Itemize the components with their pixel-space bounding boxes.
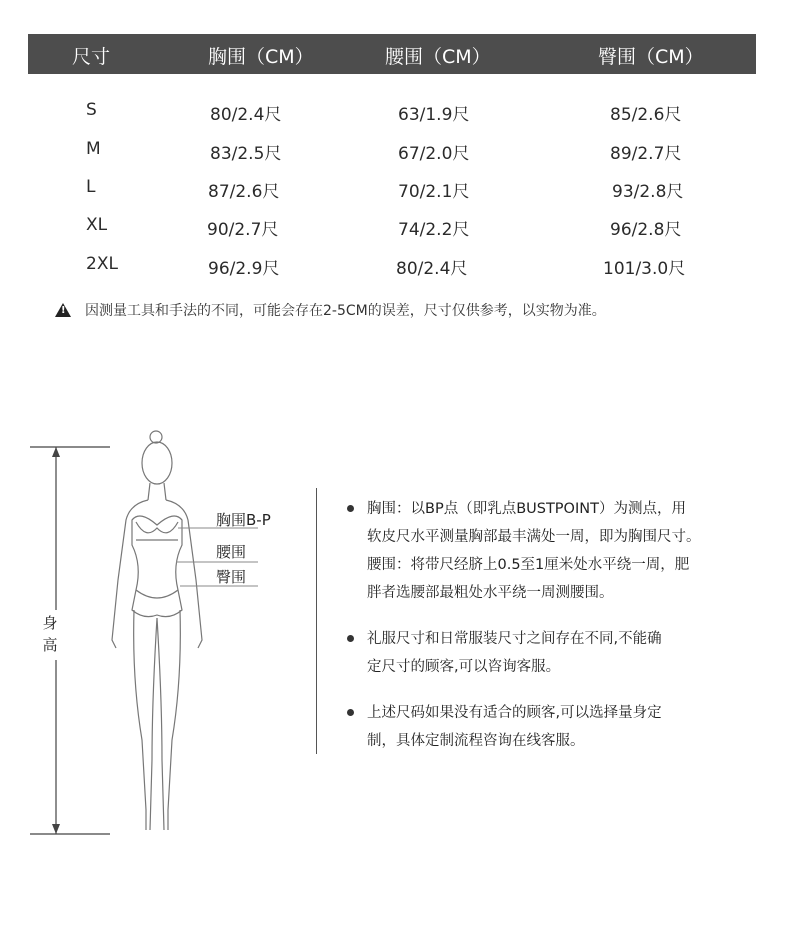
instruction-line: 软皮尺水平测量胸部最丰满处一周，即为胸围尺寸。: [367, 529, 701, 545]
instruction-line: 腰围：将带尺经脐上0.5至1厘米处水平绕一周，肥: [367, 557, 690, 573]
instruction-item: [345, 699, 765, 755]
bullet-icon: [347, 709, 354, 716]
cell-hip: 85/2.6尺: [610, 105, 682, 125]
instruction-item: [345, 495, 765, 607]
bullet-icon: [347, 635, 354, 642]
cell-hip: 89/2.7尺: [610, 144, 682, 164]
cell-hip: 96/2.8尺: [610, 220, 682, 240]
cell-hip: 101/3.0尺: [603, 259, 686, 279]
header-size: 尺寸: [72, 46, 111, 68]
cell-bust: 90/2.7尺: [207, 220, 279, 240]
cell-hip: 93/2.8尺: [612, 182, 684, 202]
bullet-icon: [347, 505, 354, 512]
instruction-line: 上述尺码如果没有适合的顾客,可以选择量身定: [367, 705, 662, 721]
hip-label: 臀围: [216, 568, 247, 586]
cell-bust: 80/2.4尺: [210, 105, 282, 125]
cell-waist: 70/2.1尺: [398, 182, 470, 202]
bust-label: 胸围B-P: [216, 511, 271, 529]
cell-size: L: [86, 177, 96, 197]
instruction-line: 制，具体定制流程咨询在线客服。: [367, 733, 585, 749]
cell-waist: 80/2.4尺: [396, 259, 468, 279]
cell-bust: 96/2.9尺: [208, 259, 280, 279]
cell-waist: 63/1.9尺: [398, 105, 470, 125]
cell-waist: 74/2.2尺: [398, 220, 470, 240]
instruction-item: [345, 625, 765, 681]
instruction-line: 胖者选腰部最粗处水平绕一周测腰围。: [367, 585, 614, 601]
cell-size: XL: [86, 215, 108, 235]
waist-label: 腰围: [216, 543, 247, 561]
header-waist: 腰围（CM）: [385, 46, 491, 68]
measurement-instructions: [345, 495, 765, 773]
body-figure: [112, 431, 202, 830]
cell-waist: 67/2.0尺: [398, 144, 470, 164]
cell-bust: 83/2.5尺: [210, 144, 282, 164]
cell-bust: 87/2.6尺: [208, 182, 280, 202]
note-text: 因测量工具和手法的不同，可能会存在2-5CM的误差，尺寸仅供参考，以实物为准。: [85, 303, 606, 319]
cell-size: 2XL: [86, 254, 118, 274]
instruction-line: 胸围：以BP点（即乳点BUSTPOINT）为测点，用: [367, 501, 686, 517]
header-bust: 胸围（CM）: [208, 46, 314, 68]
instruction-line: 礼服尺寸和日常服装尺寸之间存在不同,不能确: [367, 631, 662, 647]
cell-size: S: [86, 100, 97, 120]
header-hip: 臀围（CM）: [598, 46, 704, 68]
height-label: 身 高: [42, 614, 58, 654]
cell-size: M: [86, 139, 101, 159]
instruction-line: 定尺寸的顾客,可以咨询客服。: [367, 659, 561, 675]
divider-line: [316, 488, 317, 754]
